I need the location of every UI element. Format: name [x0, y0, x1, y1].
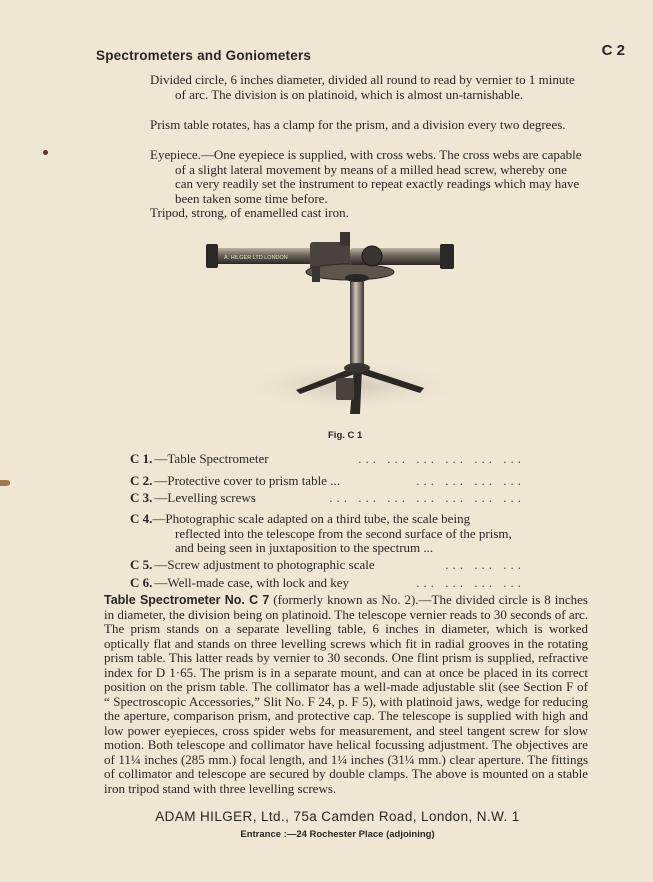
list-item: C 5. —Screw adjustment to photographic scale ... ... ...: [130, 557, 525, 572]
focus-knob: [362, 246, 382, 266]
scale-tube: [312, 266, 320, 282]
description-paragraph: Table Spectrometer No. C 7 (formerly known as No. 2).—The divided circle is 8 inches in diameter, the division being on platinoid. The telescope vernier reads to 30 seconds of arc. The prism stands on a separate levelling table, 6 inches in diameter, which is worked optically flat and stands on three levelling screws which fit in radial grooves in the rotating prism table. This latter reads by vernier to 30 seconds. One flint prism is supplied, refractive index for D 1·65. The prism is in a separate mount, and can at once be placed in its correct position on the prism table. The collimator has a well-made adjustable slit (see Section F of “ Spectroscopic Accessories,” Slit No. F 24, p. F 5), with platinoid jaws, wedge for reducing the aperture, comparison prism, and protective cap. The telescope is supplied with high and low power eyepieces, cross spider webs for measurement, and steel tangent screw for slow motion. Both telescope and collimator have helical focussing adjustment. The objectives are of 11¼ inches (285 mm.) focal length, and 1¼ inches (31¼ mm.) clear aperture. The fittings of collimator and telescope are secured by double clamps. The above is mounted on a stable iron tripod stand with three levelling screws.: [104, 592, 588, 796]
ink-spot: [43, 150, 48, 155]
tripod-hub: [344, 363, 370, 373]
column-collar: [345, 274, 369, 282]
intro-eyepiece: Eyepiece.—One eyepiece is supplied, with cross webs. The cross webs are capable of a slight lateral movement by means of a milled head screw, whereby one can very readily set the instrument to repeat exactly readings which may have been taken some time before.: [150, 147, 582, 206]
leader-dots: ... ... ... ... ... ...: [358, 451, 525, 466]
leader-dots: ... ... ... ... ... ... ...: [329, 490, 525, 505]
engraving-text: A. HILGER LTD LONDON: [224, 255, 288, 261]
binding-mark: [0, 480, 10, 486]
list-item: C 2. —Protective cover to prism table ... ... ... ... ...: [130, 473, 525, 488]
intro-prism-table: Prism table rotates, has a clamp for the prism, and a division every two degrees.: [150, 117, 566, 132]
list-item: C 3. —Levelling screws ... ... ... ... ... ... ...: [130, 490, 525, 505]
list-item: C 1. —Table Spectrometer ... ... ... ... ... ...: [130, 451, 525, 466]
section-title: Spectrometers and Goniometers: [96, 48, 312, 63]
leader-dots: ... ... ... ...: [416, 473, 525, 488]
publisher-address: ADAM HILGER, Ltd., 75a Camden Road, London, N.W. 1: [155, 809, 520, 824]
intro-divided-circle: Divided circle, 6 inches diameter, divided all round to read by vernier to 1 minute of arc. The division is on platinoid, which is almost un-tarnishable.: [150, 72, 575, 102]
stand-column: [350, 278, 364, 366]
cast-weight: [336, 378, 354, 400]
leader-dots: ... ... ... ...: [416, 575, 525, 590]
spectrometer-illustration: [200, 228, 462, 426]
eyepiece: [440, 244, 454, 269]
figure-caption: Fig. C 1: [328, 430, 363, 441]
list-item: C 6. —Well-made case, with lock and key ... ... ... ...: [130, 575, 525, 590]
entrance-note: Entrance :—24 Rochester Place (adjoining): [240, 829, 435, 840]
prism-clamp: [340, 232, 350, 246]
intro-tripod: Tripod, strong, of enamelled cast iron.: [150, 205, 349, 220]
list-item-multiline: C 4.—Photographic scale adapted on a third tube, the scale being reflected into the telescope from the second surface of the prism, and being seen in juxtaposition to the spectrum ...: [130, 511, 512, 555]
page-code: C 2: [601, 42, 625, 59]
leader-dots: ... ... ...: [445, 557, 525, 572]
collimator-slit: [206, 244, 218, 268]
